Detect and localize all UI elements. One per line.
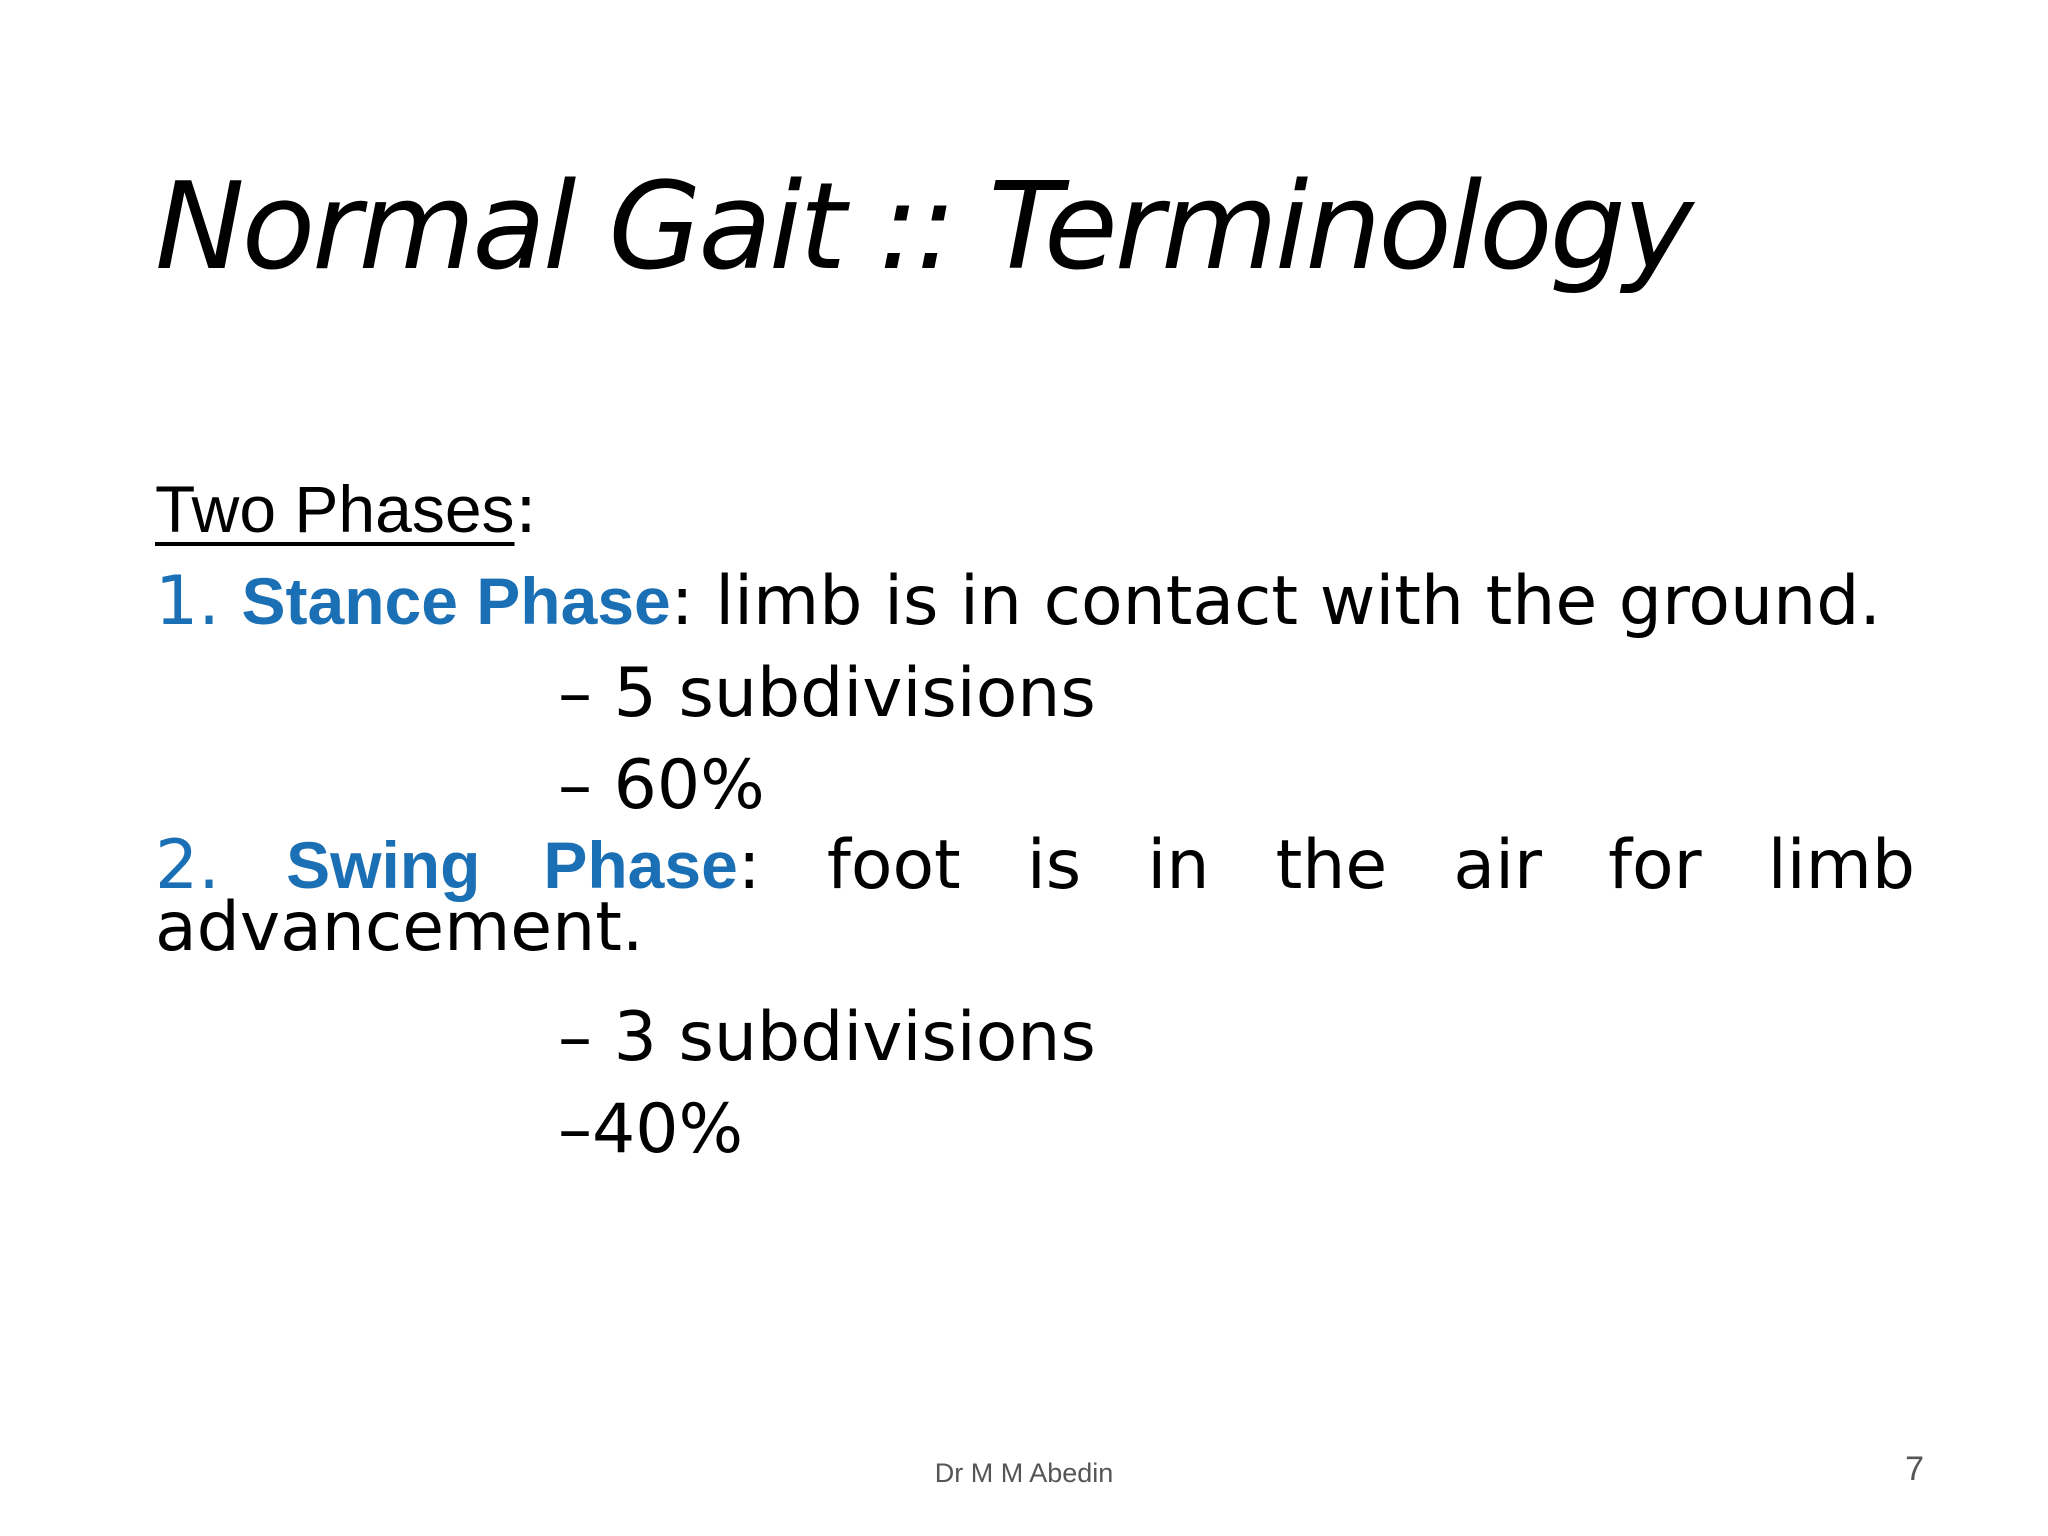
stance-phase-name: Stance Phase — [241, 564, 671, 638]
stance-phase-line — [155, 555, 1915, 648]
stance-phase-description: : limb is in contact with the ground. — [670, 562, 1882, 641]
swing-percentage: –40% — [558, 1090, 744, 1169]
swing-phase-name: Swing Phase — [286, 828, 738, 902]
stance-percentage: – 60% — [558, 746, 765, 825]
footer-author: Dr M M Abedin — [934, 1458, 1114, 1488]
swing-subdivisions: – 3 subdivisions — [558, 998, 1096, 1077]
stance-subdivisions: – 5 subdivisions — [558, 654, 1096, 733]
section-heading — [155, 463, 1915, 556]
stance-phase-number: 1. — [155, 562, 220, 641]
slide-title: Normal Gait :: Terminology — [155, 158, 1691, 297]
swing-phase-number: 2. — [155, 826, 220, 905]
section-heading-label: Two Phases — [155, 472, 515, 546]
page-number: 7 — [1905, 1450, 1924, 1488]
swing-phase-line — [155, 826, 1915, 967]
section-heading-colon: : — [514, 470, 538, 549]
swing-phase-description: : foot is in the air for limb advancement. — [155, 826, 1915, 967]
